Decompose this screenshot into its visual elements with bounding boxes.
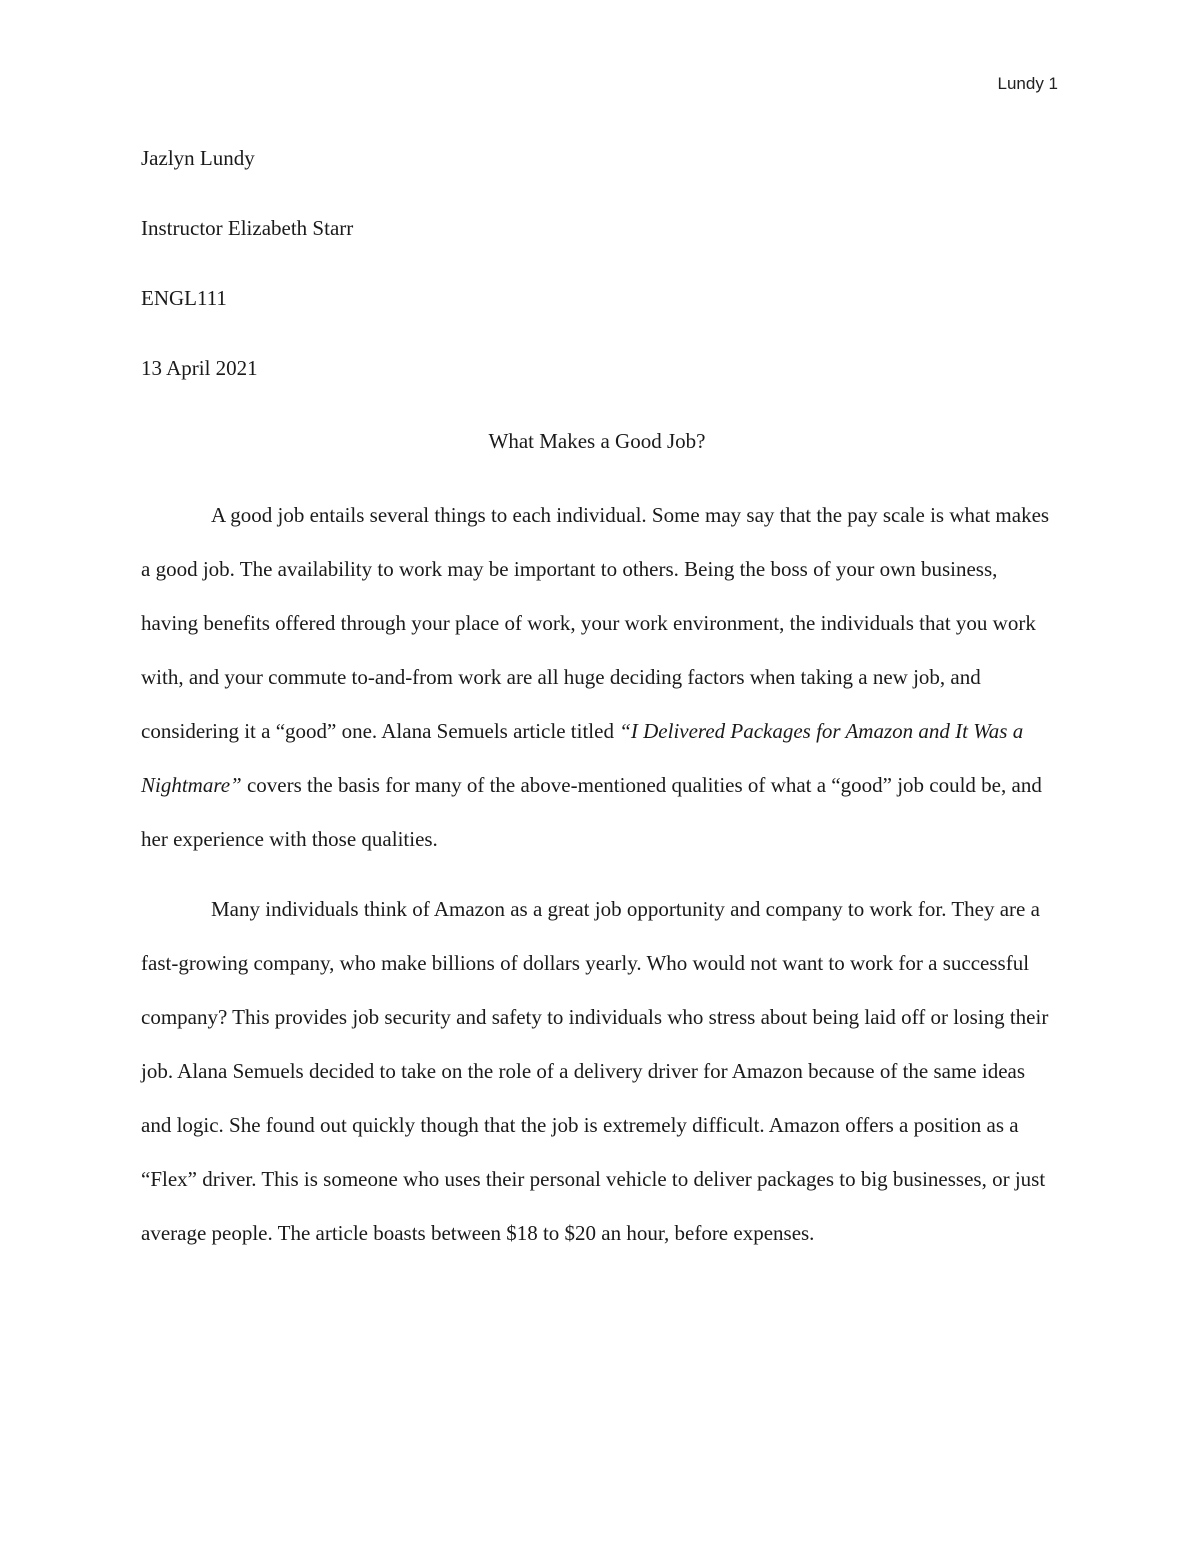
course-code: ENGL111 <box>141 286 227 310</box>
essay-title: What Makes a Good Job? <box>488 429 706 453</box>
paragraph-2: Many individuals think of Amazon as a great job opportunity and company to work for. They are a fast-growing company, who make billions of dollars yearly. Who would not want to work for a successful company? This provides job security and safety to individuals who stress about being laid off or losing their job. Alana Semuels decided to take on the role of a delivery driver for Amazon because of the same ideas and logic. She found out quickly though that the job is extremely difficult. Amazon offers a position as a “Flex” driver. This is someone who uses their personal vehicle to deliver packages to big businesses, or just average people. The article boasts between $18 to $20 an hour, before expenses. <box>141 897 1049 1245</box>
paragraph-1-text-a: A good job entails several things to each individual. Some may say that the pay scale is what makes a good job. The availability to work may be important to others. Being the boss of your own business, having benefits offered through your place of work, your work environment, the individuals that you work with, and your commute to-and-from work are all huge deciding factors when taking a new job, and considering it a “good” one. Alana Semuels article titled <box>141 503 1050 743</box>
paragraph-1 <box>141 488 1053 866</box>
instructor-name: Instructor Elizabeth Starr <box>141 216 354 240</box>
student-name: Jazlyn Lundy <box>141 146 255 170</box>
running-header-page-number: Lundy 1 <box>997 74 1058 93</box>
paragraph-1-text-b: covers the basis for many of the above-mentioned qualities of what a “good” job could be, and her experience with those qualities. <box>141 773 1042 851</box>
document-body <box>141 138 1053 1276</box>
submission-date: 13 April 2021 <box>141 356 258 380</box>
article-title-italic: “I Delivered Packages for Amazon and It Was a Nightmare” <box>141 719 1024 797</box>
